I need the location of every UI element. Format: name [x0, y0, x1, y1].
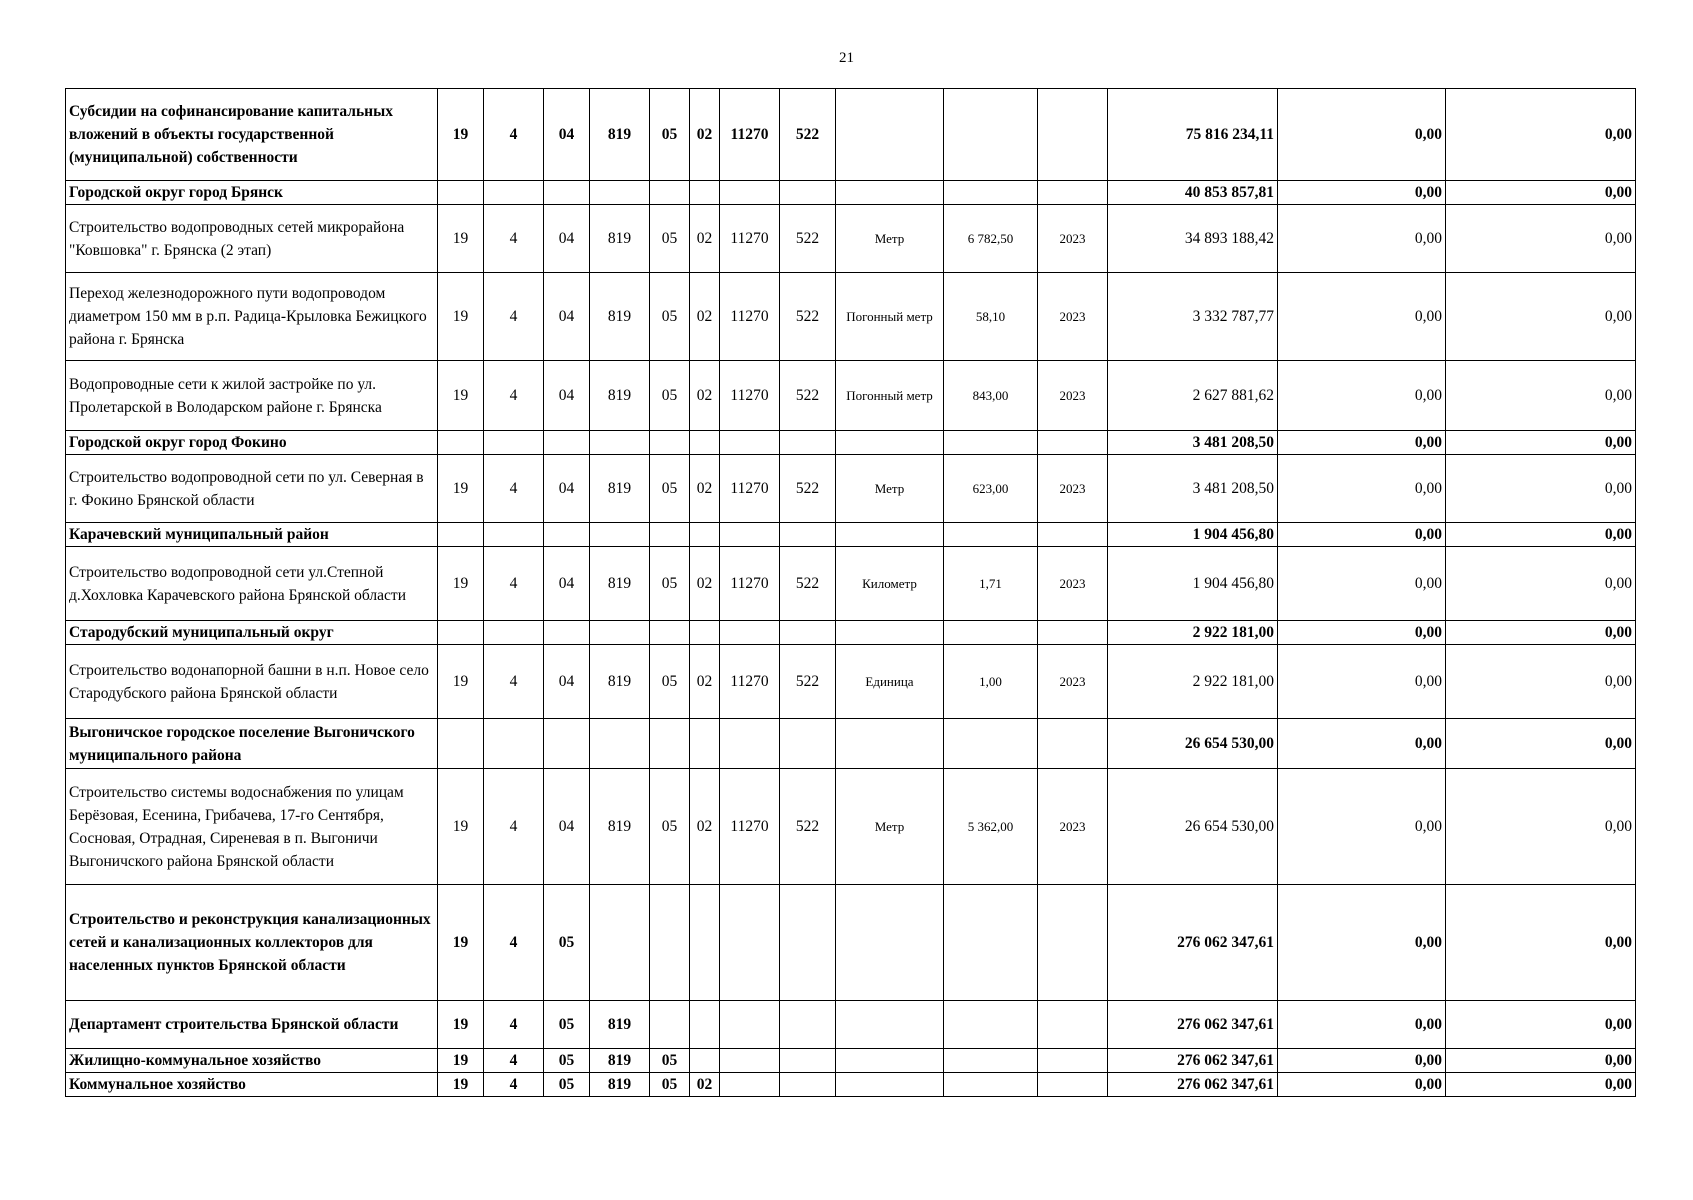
quantity [944, 431, 1038, 455]
year [1038, 621, 1108, 645]
code-7 [720, 621, 780, 645]
code-1: 19 [438, 1049, 484, 1073]
table-row [66, 645, 1636, 719]
code-5: 05 [650, 89, 690, 181]
unit: Метр [836, 769, 944, 885]
code-2: 4 [484, 769, 544, 885]
code-5 [650, 1001, 690, 1049]
code-8: 522 [780, 273, 836, 361]
code-6: 02 [690, 89, 720, 181]
code-8 [780, 1001, 836, 1049]
code-3: 04 [544, 455, 590, 523]
year [1038, 1049, 1108, 1073]
code-4 [590, 621, 650, 645]
code-3: 04 [544, 547, 590, 621]
quantity: 843,00 [944, 361, 1038, 431]
sum-2: 0,00 [1278, 205, 1446, 273]
code-4 [590, 181, 650, 205]
code-2: 4 [484, 645, 544, 719]
sum-1: 40 853 857,81 [1108, 181, 1278, 205]
unit: Километр [836, 547, 944, 621]
sum-2: 0,00 [1278, 89, 1446, 181]
code-3 [544, 181, 590, 205]
code-7: 11270 [720, 455, 780, 523]
table-row [66, 181, 1636, 205]
year: 2023 [1038, 645, 1108, 719]
quantity [944, 523, 1038, 547]
table-row [66, 885, 1636, 1001]
code-5 [650, 621, 690, 645]
code-8 [780, 431, 836, 455]
sum-1: 2 922 181,00 [1108, 645, 1278, 719]
code-6: 02 [690, 769, 720, 885]
year [1038, 523, 1108, 547]
code-1: 19 [438, 273, 484, 361]
row-name: Строительство и реконструкция канализационных сетей и канализационных коллекторов для населенных пунктов Брянской области [66, 885, 438, 1001]
sum-3: 0,00 [1446, 273, 1636, 361]
code-6: 02 [690, 361, 720, 431]
code-5 [650, 523, 690, 547]
code-1 [438, 523, 484, 547]
quantity: 1,71 [944, 547, 1038, 621]
code-3: 05 [544, 885, 590, 1001]
row-name: Строительство водопроводных сетей микрорайона "Ковшовка" г. Брянска (2 этап) [66, 205, 438, 273]
code-7: 11270 [720, 89, 780, 181]
year [1038, 1001, 1108, 1049]
code-1 [438, 431, 484, 455]
code-7 [720, 1001, 780, 1049]
code-1: 19 [438, 769, 484, 885]
code-7 [720, 719, 780, 769]
code-7: 11270 [720, 205, 780, 273]
code-6: 02 [690, 205, 720, 273]
code-6 [690, 523, 720, 547]
sum-2: 0,00 [1278, 523, 1446, 547]
code-6: 02 [690, 455, 720, 523]
code-7: 11270 [720, 769, 780, 885]
code-7: 11270 [720, 645, 780, 719]
code-4: 819 [590, 547, 650, 621]
sum-1: 1 904 456,80 [1108, 547, 1278, 621]
code-4: 819 [590, 361, 650, 431]
code-6: 02 [690, 645, 720, 719]
code-2 [484, 719, 544, 769]
code-5: 05 [650, 273, 690, 361]
code-6 [690, 431, 720, 455]
sum-3: 0,00 [1446, 431, 1636, 455]
table-row [66, 523, 1636, 547]
sum-2: 0,00 [1278, 769, 1446, 885]
sum-2: 0,00 [1278, 361, 1446, 431]
row-name: Строительство водонапорной башни в н.п. Новое село Стародубского района Брянской области [66, 645, 438, 719]
sum-3: 0,00 [1446, 547, 1636, 621]
sum-2: 0,00 [1278, 1073, 1446, 1097]
sum-2: 0,00 [1278, 181, 1446, 205]
code-3: 05 [544, 1049, 590, 1073]
row-name: Карачевский муниципальный район [66, 523, 438, 547]
code-8 [780, 719, 836, 769]
sum-1: 276 062 347,61 [1108, 1073, 1278, 1097]
quantity [944, 1001, 1038, 1049]
unit [836, 89, 944, 181]
code-4: 819 [590, 645, 650, 719]
code-4 [590, 885, 650, 1001]
code-5: 05 [650, 361, 690, 431]
sum-3: 0,00 [1446, 455, 1636, 523]
code-4 [590, 719, 650, 769]
code-1: 19 [438, 205, 484, 273]
sum-3: 0,00 [1446, 1001, 1636, 1049]
sum-3: 0,00 [1446, 1073, 1636, 1097]
code-4: 819 [590, 1001, 650, 1049]
code-4: 819 [590, 769, 650, 885]
code-2: 4 [484, 547, 544, 621]
code-7 [720, 431, 780, 455]
row-name: Водопроводные сети к жилой застройке по ул. Пролетарской в Володарском районе г. Брянска [66, 361, 438, 431]
sum-1: 2 922 181,00 [1108, 621, 1278, 645]
code-4 [590, 523, 650, 547]
unit [836, 719, 944, 769]
page-number: 21 [839, 50, 854, 66]
row-name: Строительство водопроводной сети по ул. Северная в г. Фокино Брянской области [66, 455, 438, 523]
year [1038, 1073, 1108, 1097]
code-5: 05 [650, 1073, 690, 1097]
sum-2: 0,00 [1278, 547, 1446, 621]
quantity: 5 362,00 [944, 769, 1038, 885]
sum-1: 3 481 208,50 [1108, 455, 1278, 523]
code-3 [544, 431, 590, 455]
code-2: 4 [484, 361, 544, 431]
year [1038, 89, 1108, 181]
code-6: 02 [690, 547, 720, 621]
code-1: 19 [438, 89, 484, 181]
code-2 [484, 523, 544, 547]
sum-3: 0,00 [1446, 181, 1636, 205]
code-2 [484, 621, 544, 645]
code-5: 05 [650, 205, 690, 273]
code-5 [650, 719, 690, 769]
table-row [66, 1001, 1636, 1049]
code-3 [544, 621, 590, 645]
sum-3: 0,00 [1446, 719, 1636, 769]
code-7: 11270 [720, 361, 780, 431]
unit [836, 523, 944, 547]
sum-3: 0,00 [1446, 205, 1636, 273]
row-name: Городской округ город Брянск [66, 181, 438, 205]
code-1 [438, 181, 484, 205]
quantity [944, 621, 1038, 645]
code-8: 522 [780, 361, 836, 431]
sum-1: 75 816 234,11 [1108, 89, 1278, 181]
unit [836, 1049, 944, 1073]
code-6 [690, 719, 720, 769]
unit [836, 181, 944, 205]
unit: Метр [836, 455, 944, 523]
sum-1: 3 481 208,50 [1108, 431, 1278, 455]
sum-3: 0,00 [1446, 621, 1636, 645]
sum-2: 0,00 [1278, 1049, 1446, 1073]
code-1: 19 [438, 455, 484, 523]
code-3: 04 [544, 89, 590, 181]
table-row [66, 769, 1636, 885]
code-1: 19 [438, 885, 484, 1001]
code-6 [690, 885, 720, 1001]
code-2: 4 [484, 89, 544, 181]
row-name: Стародубский муниципальный округ [66, 621, 438, 645]
code-3: 05 [544, 1001, 590, 1049]
quantity [944, 885, 1038, 1001]
table-row [66, 431, 1636, 455]
sum-1: 34 893 188,42 [1108, 205, 1278, 273]
code-1: 19 [438, 547, 484, 621]
sum-3: 0,00 [1446, 769, 1636, 885]
code-5 [650, 431, 690, 455]
sum-3: 0,00 [1446, 885, 1636, 1001]
year [1038, 431, 1108, 455]
code-6: 02 [690, 273, 720, 361]
code-1: 19 [438, 361, 484, 431]
sum-2: 0,00 [1278, 719, 1446, 769]
code-4: 819 [590, 455, 650, 523]
year [1038, 885, 1108, 1001]
code-4: 819 [590, 89, 650, 181]
sum-2: 0,00 [1278, 431, 1446, 455]
code-8 [780, 181, 836, 205]
unit: Единица [836, 645, 944, 719]
row-name: Департамент строительства Брянской области [66, 1001, 438, 1049]
sum-1: 2 627 881,62 [1108, 361, 1278, 431]
year [1038, 181, 1108, 205]
row-name: Строительство водопроводной сети ул.Степной д.Хохловка Карачевского района Брянской области [66, 547, 438, 621]
code-1: 19 [438, 1073, 484, 1097]
quantity [944, 1073, 1038, 1097]
sum-2: 0,00 [1278, 273, 1446, 361]
quantity [944, 1049, 1038, 1073]
year: 2023 [1038, 547, 1108, 621]
code-8: 522 [780, 645, 836, 719]
table-row [66, 1049, 1636, 1073]
quantity: 58,10 [944, 273, 1038, 361]
code-8 [780, 523, 836, 547]
table-row [66, 205, 1636, 273]
unit: Метр [836, 205, 944, 273]
row-name: Коммунальное хозяйство [66, 1073, 438, 1097]
table-row [66, 1073, 1636, 1097]
code-4: 819 [590, 1073, 650, 1097]
year: 2023 [1038, 769, 1108, 885]
row-name: Переход железнодорожного пути водопроводом диаметром 150 мм в р.п. Радица-Крыловка Бежицкого района г. Брянска [66, 273, 438, 361]
code-1: 19 [438, 645, 484, 719]
sum-2: 0,00 [1278, 885, 1446, 1001]
unit: Погонный метр [836, 273, 944, 361]
code-5: 05 [650, 455, 690, 523]
code-5: 05 [650, 1049, 690, 1073]
code-8 [780, 1073, 836, 1097]
sum-3: 0,00 [1446, 89, 1636, 181]
code-8: 522 [780, 205, 836, 273]
sum-2: 0,00 [1278, 645, 1446, 719]
year: 2023 [1038, 455, 1108, 523]
table-row [66, 89, 1636, 181]
sum-1: 276 062 347,61 [1108, 1049, 1278, 1073]
code-5 [650, 885, 690, 1001]
code-5: 05 [650, 769, 690, 885]
code-6 [690, 1049, 720, 1073]
code-4: 819 [590, 1049, 650, 1073]
sum-2: 0,00 [1278, 1001, 1446, 1049]
sum-1: 1 904 456,80 [1108, 523, 1278, 547]
sum-3: 0,00 [1446, 523, 1636, 547]
table-row [66, 719, 1636, 769]
code-3 [544, 719, 590, 769]
sum-3: 0,00 [1446, 361, 1636, 431]
sum-1: 26 654 530,00 [1108, 719, 1278, 769]
quantity [944, 719, 1038, 769]
sum-1: 276 062 347,61 [1108, 1001, 1278, 1049]
code-1 [438, 719, 484, 769]
year [1038, 719, 1108, 769]
row-name: Городской округ город Фокино [66, 431, 438, 455]
code-5: 05 [650, 645, 690, 719]
code-6 [690, 181, 720, 205]
code-2: 4 [484, 273, 544, 361]
code-2: 4 [484, 1049, 544, 1073]
code-7 [720, 181, 780, 205]
year: 2023 [1038, 361, 1108, 431]
code-3: 04 [544, 769, 590, 885]
code-8: 522 [780, 89, 836, 181]
budget-table [65, 88, 1636, 1097]
year: 2023 [1038, 273, 1108, 361]
table-row [66, 273, 1636, 361]
sum-3: 0,00 [1446, 1049, 1636, 1073]
code-4: 819 [590, 273, 650, 361]
code-8: 522 [780, 547, 836, 621]
code-4 [590, 431, 650, 455]
unit [836, 431, 944, 455]
sum-2: 0,00 [1278, 621, 1446, 645]
code-2: 4 [484, 1001, 544, 1049]
code-7: 11270 [720, 273, 780, 361]
quantity: 6 782,50 [944, 205, 1038, 273]
code-6: 02 [690, 1073, 720, 1097]
code-2: 4 [484, 1073, 544, 1097]
code-2: 4 [484, 885, 544, 1001]
sum-2: 0,00 [1278, 455, 1446, 523]
code-1: 19 [438, 1001, 484, 1049]
code-6 [690, 1001, 720, 1049]
code-8: 522 [780, 455, 836, 523]
code-6 [690, 621, 720, 645]
unit [836, 621, 944, 645]
code-3: 05 [544, 1073, 590, 1097]
code-3: 04 [544, 273, 590, 361]
code-7: 11270 [720, 547, 780, 621]
code-8 [780, 1049, 836, 1073]
table-row [66, 547, 1636, 621]
code-2: 4 [484, 455, 544, 523]
sum-1: 3 332 787,77 [1108, 273, 1278, 361]
code-8 [780, 885, 836, 1001]
code-3: 04 [544, 361, 590, 431]
code-2: 4 [484, 205, 544, 273]
table-row [66, 621, 1636, 645]
code-3: 04 [544, 645, 590, 719]
code-8: 522 [780, 769, 836, 885]
code-3: 04 [544, 205, 590, 273]
code-7 [720, 1073, 780, 1097]
code-1 [438, 621, 484, 645]
code-8 [780, 621, 836, 645]
code-7 [720, 523, 780, 547]
unit [836, 1073, 944, 1097]
row-name: Выгоничское городское поселение Выгоничского муниципального района [66, 719, 438, 769]
quantity [944, 89, 1038, 181]
quantity: 1,00 [944, 645, 1038, 719]
year: 2023 [1038, 205, 1108, 273]
code-7 [720, 1049, 780, 1073]
quantity [944, 181, 1038, 205]
sum-3: 0,00 [1446, 645, 1636, 719]
unit [836, 885, 944, 1001]
row-name: Субсидии на софинансирование капитальных вложений в объекты государственной (муниципальной) собственности [66, 89, 438, 181]
sum-1: 26 654 530,00 [1108, 769, 1278, 885]
table-row [66, 361, 1636, 431]
code-2 [484, 431, 544, 455]
code-5: 05 [650, 547, 690, 621]
unit [836, 1001, 944, 1049]
table-row [66, 455, 1636, 523]
code-2 [484, 181, 544, 205]
code-3 [544, 523, 590, 547]
code-5 [650, 181, 690, 205]
row-name: Жилищно-коммунальное хозяйство [66, 1049, 438, 1073]
row-name: Строительство системы водоснабжения по улицам Берёзовая, Есенина, Грибачева, 17-го Сентября, Сосновая, Отрадная, Сиреневая в п. Выгоничи Выгоничского района Брянской области [66, 769, 438, 885]
quantity: 623,00 [944, 455, 1038, 523]
unit: Погонный метр [836, 361, 944, 431]
code-4: 819 [590, 205, 650, 273]
sum-1: 276 062 347,61 [1108, 885, 1278, 1001]
code-7 [720, 885, 780, 1001]
